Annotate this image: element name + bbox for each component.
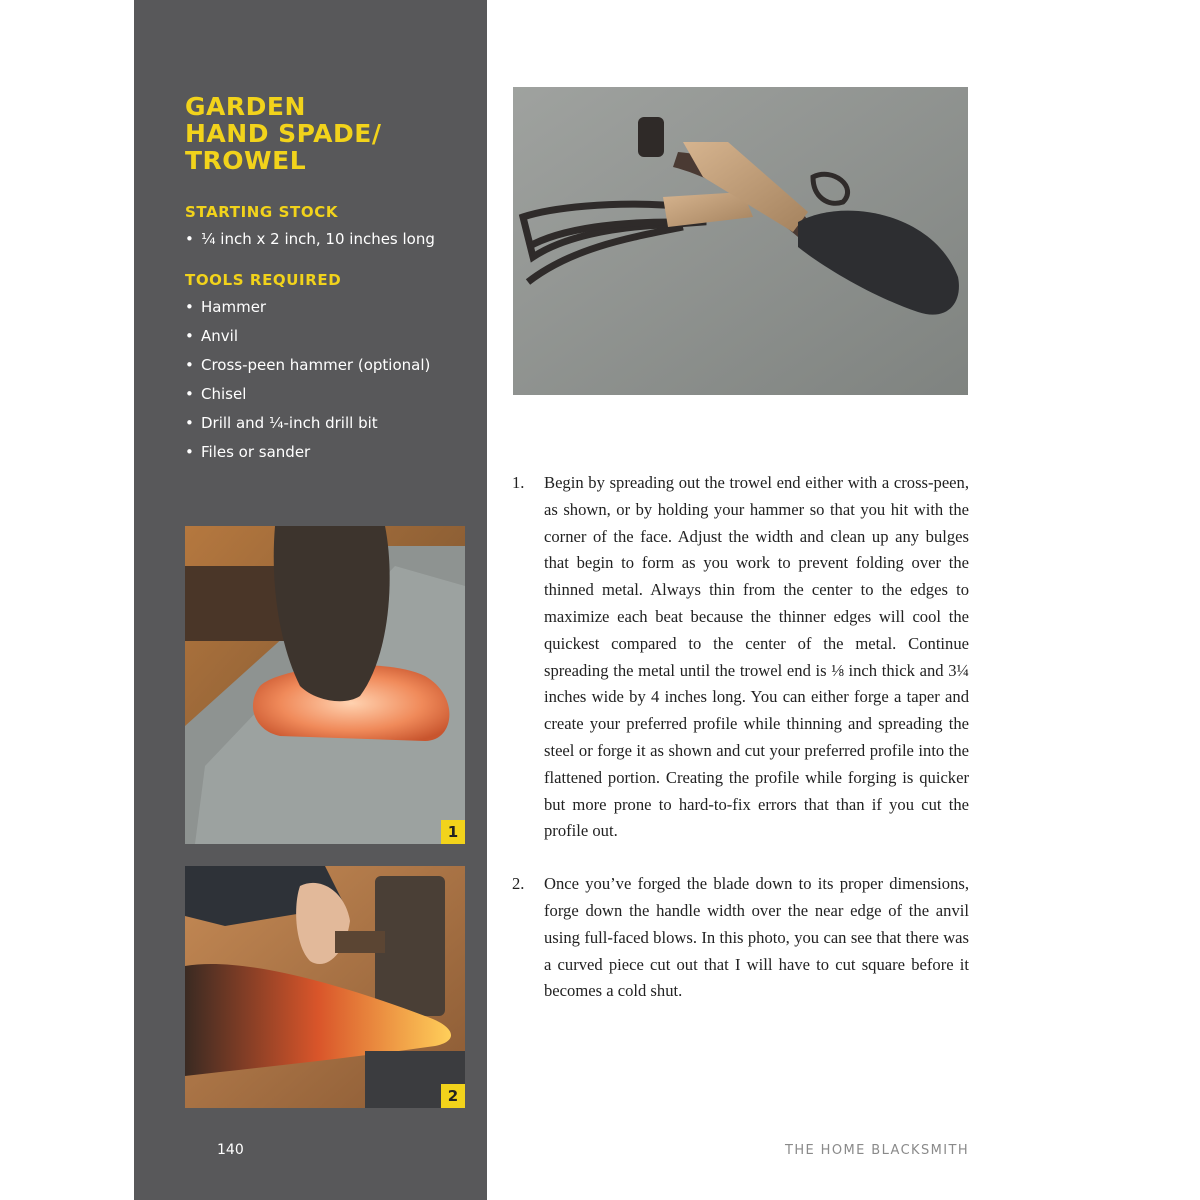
step-number: 1. (512, 473, 525, 492)
list-item: • Chisel (185, 380, 430, 409)
list-item: • Anvil (185, 322, 430, 351)
tools-required-heading: TOOLS REQUIRED (185, 271, 342, 289)
step-item (512, 871, 969, 1005)
list-item: • ¹⁄₄ inch x 2 inch, 10 inches long (185, 225, 435, 254)
title-line: TROWEL (185, 146, 307, 175)
page-number: 140 (217, 1142, 244, 1158)
finished-tools-photo (513, 87, 968, 395)
list-item: • Drill and ¹⁄₄-inch drill bit (185, 409, 430, 438)
step-text: Once you’ve forged the blade down to its proper dimensions, forge down the handle width over the near edge of the anvil using full-faced blows. In this photo, you can see that there was a curved piece cut out that I will have to cut square before it becomes a cold shut. (544, 874, 969, 1001)
step-2-photo (185, 866, 465, 1108)
instruction-steps (512, 470, 969, 1031)
step-item (512, 470, 969, 845)
tools-list (185, 293, 430, 467)
list-item: • Hammer (185, 293, 430, 322)
running-head: THE HOME BLACKSMITH (785, 1143, 969, 1158)
forging-photo-illustration (185, 526, 465, 844)
starting-stock-list (185, 225, 435, 254)
list-item: • Files or sander (185, 438, 430, 467)
title-line: GARDEN (185, 92, 306, 121)
step-1-photo (185, 526, 465, 844)
project-title (185, 93, 475, 174)
step-number: 2. (512, 874, 525, 894)
trowel-photo-illustration (513, 87, 968, 395)
list-item: • Cross-peen hammer (optional) (185, 351, 430, 380)
photo-badge: 1 (441, 820, 465, 844)
forging-photo-illustration (185, 866, 465, 1108)
title-line: HAND SPADE/ (185, 119, 382, 148)
starting-stock-heading: STARTING STOCK (185, 203, 339, 221)
step-text: Begin by spreading out the trowel end either with a cross-peen, as shown, or by holding your hammer so that you hit with the corner of the face. Adjust the width and clean up any bulges that begin to form as you work to prevent folding over the thinned metal. Always thin from the center to the edges to maximize each beat because the thinner edges will cool the quickest compared to the center of the metal. Continue spreading the metal until the trowel end is ⅛ inch thick and 3¼ inches wide by 4 inches long. You can either forge a taper and create your preferred profile while thinning and spreading the steel or forge it as shown and cut your preferred profile into the flattened portion. Creating the profile while forging is quicker but more prone to hard-to-fix errors that than if you cut the profile out. (544, 473, 969, 841)
photo-badge: 2 (441, 1084, 465, 1108)
